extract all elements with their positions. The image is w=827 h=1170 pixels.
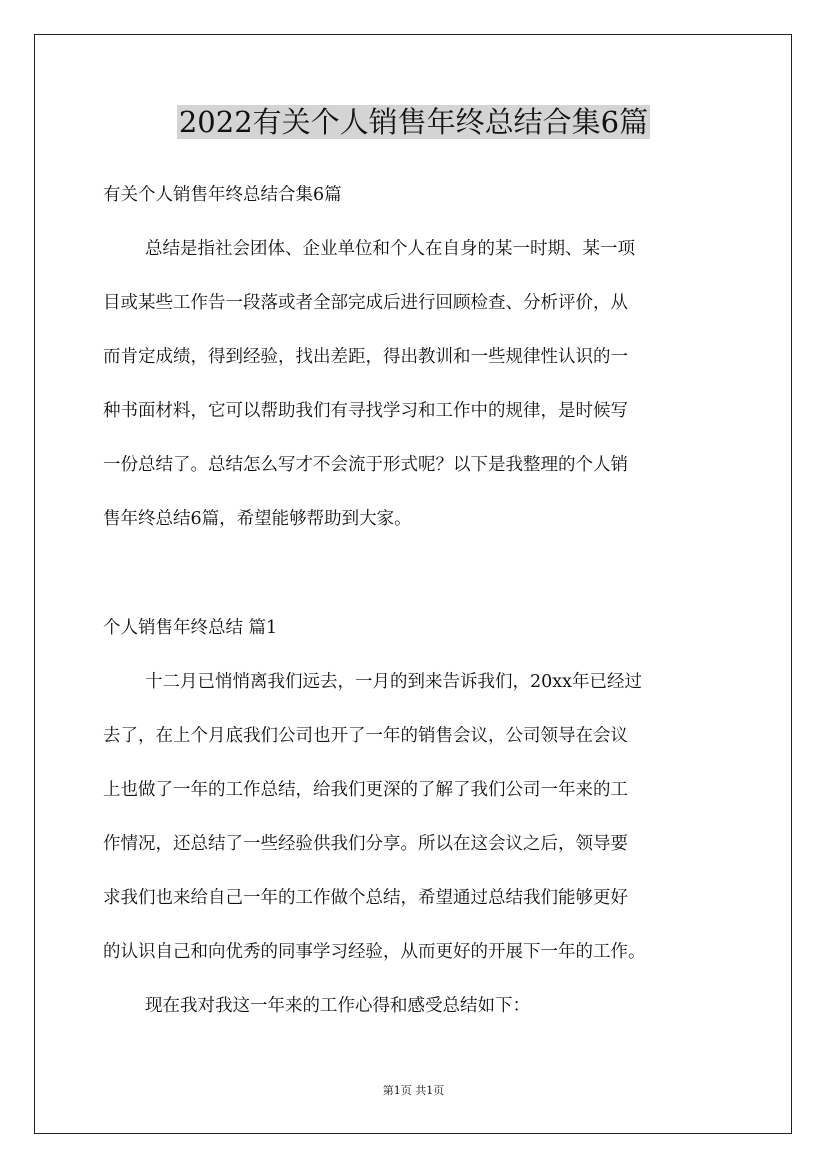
- intro-paragraph-line: 而肯定成绩，得到经验，找出差距，得出教训和一些规律性认识的一: [103, 347, 628, 367]
- document-title-text: 2022有关个人销售年终总结合集6篇: [178, 105, 649, 139]
- document-subtitle: 有关个人销售年终总结合集6篇: [103, 185, 342, 205]
- section-heading: 个人销售年终总结 篇1: [103, 618, 278, 638]
- intro-paragraph-line: 一份总结了。总结怎么写才不会流于形式呢？以下是我整理的个人销: [103, 455, 628, 475]
- intro-paragraph-line: 目或某些工作告一段落或者全部完成后进行回顾检查、分析评价，从: [103, 293, 628, 313]
- section-paragraph-line: 作情况，还总结了一些经验供我们分享。所以在这会议之后，领导要: [103, 834, 628, 854]
- section-paragraph-line: 上也做了一年的工作总结，给我们更深的了解了我们公司一年来的工: [103, 780, 628, 800]
- intro-paragraph-line: 种书面材料，它可以帮助我们有寻找学习和工作中的规律，是时候写: [103, 401, 628, 421]
- section-paragraph-line: 求我们也来给自己一年的工作做个总结，希望通过总结我们能够更好: [103, 888, 628, 908]
- closing-line: 现在我对我这一年来的工作心得和感受总结如下：: [145, 996, 530, 1016]
- document-title: [0, 100, 827, 144]
- intro-paragraph-line: 售年终总结6篇，希望能够帮助到大家。: [103, 509, 412, 529]
- section-paragraph-line: 十二月已悄悄离我们远去，一月的到来告诉我们，20xx年已经过: [145, 672, 643, 692]
- section-paragraph-line: 去了，在上个月底我们公司也开了一年的销售会议，公司领导在会议: [103, 726, 628, 746]
- page-footer: 第1页 共1页: [382, 1084, 445, 1097]
- intro-paragraph-line: 总结是指社会团体、企业单位和个人在自身的某一时期、某一项: [145, 239, 635, 259]
- section-paragraph-line: 的认识自己和向优秀的同事学习经验，从而更好的开展下一年的工作。: [103, 942, 646, 962]
